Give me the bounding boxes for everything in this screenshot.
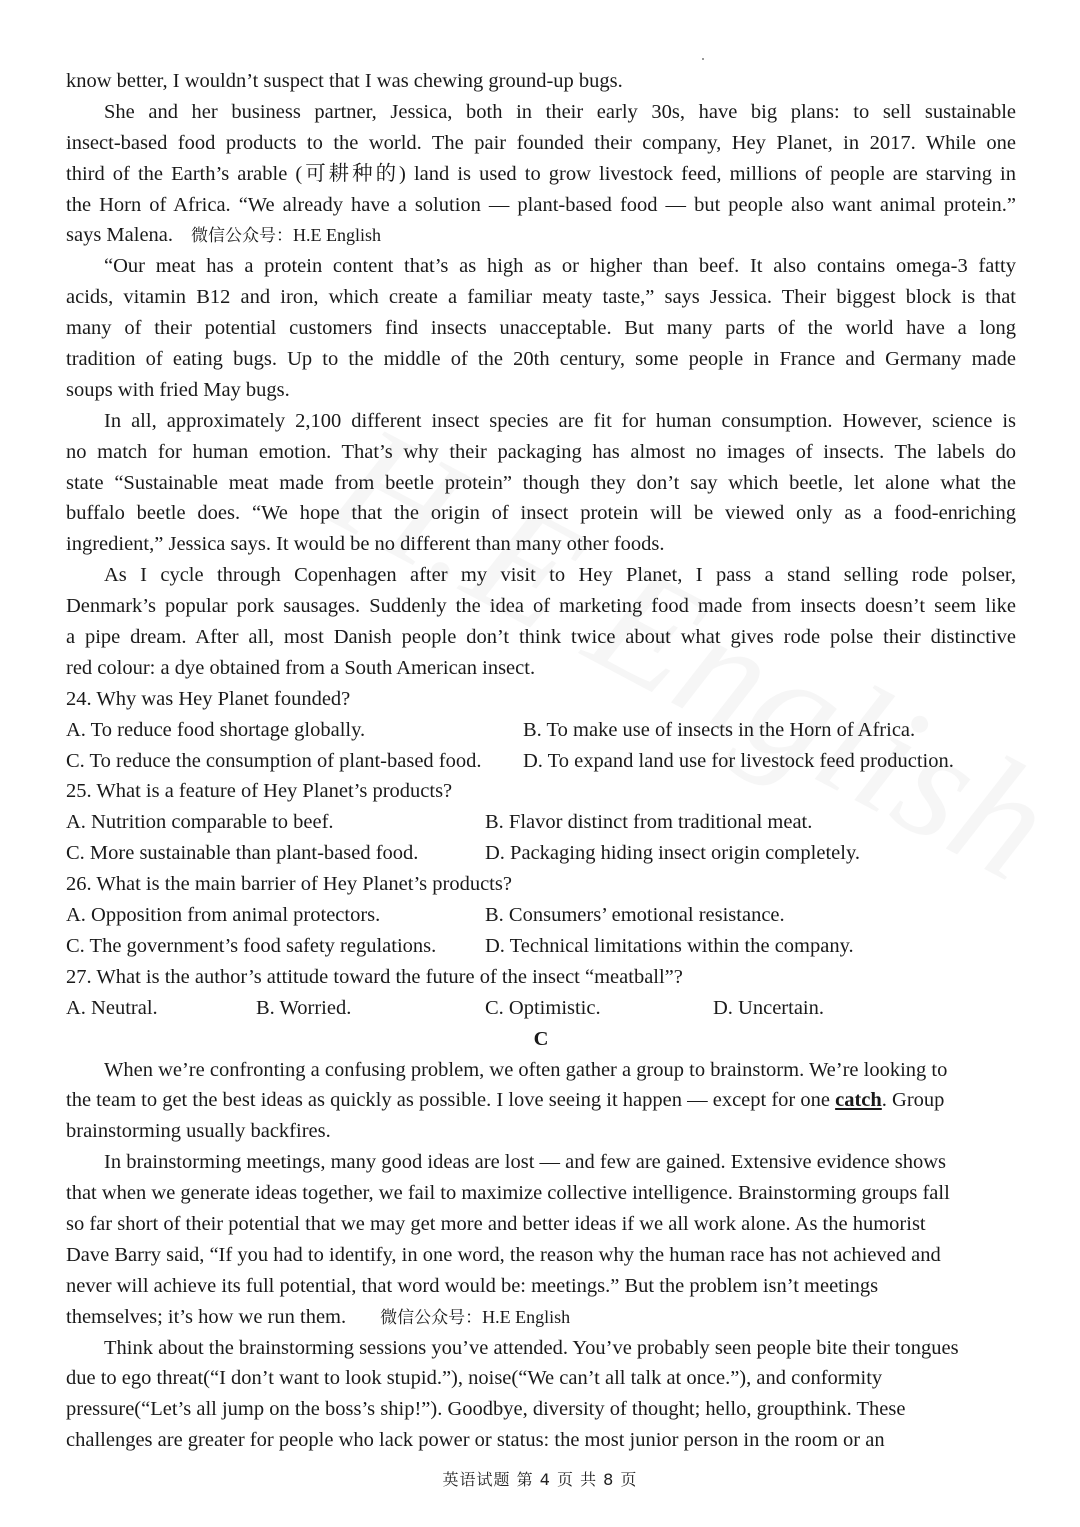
passage-c-text: themselves; it’s how we run them. — [66, 1305, 347, 1328]
passage-b-line: third of the Earth’s arable (可耕种的) land is used to grow livestock feed, millions of people are starving in — [66, 162, 1016, 185]
passage-c-line — [66, 1302, 1016, 1333]
passage-b-line: insect-based food products to the world. The pair founded their company, Hey Planet, in 2017. While one — [66, 131, 1016, 154]
passage-c-line: In brainstorming meetings, many good ideas are lost — and few are gained. Extensive evidence shows — [104, 1151, 946, 1174]
passage-b-line: tradition of eating bugs. Up to the middle of the 20th century, some people in France and Germany made — [66, 348, 1016, 371]
passage-b-line: state “Sustainable meat made from beetle protein” though they don’t say which beetle, let alone what the — [66, 471, 1016, 494]
passage-b-line-text: says Malena. — [66, 224, 174, 247]
option-c: C. More sustainable than plant-based food. — [66, 842, 419, 865]
option-b: B. Flavor distinct from traditional meat. — [485, 811, 813, 834]
wechat-label: 微信公众号： — [380, 1307, 483, 1328]
wechat-account: H.E English — [482, 1306, 571, 1327]
passage-c-line: so far short of their potential that we may get more and better ideas if we all work alone. As the humorist — [66, 1212, 926, 1235]
passage-b-line: In all, approximately 2,100 different insect species are fit for human consumption. However, science is — [104, 409, 1016, 432]
option-c: C. The government’s food safety regulations. — [66, 934, 437, 957]
underlined-word: catch — [835, 1089, 882, 1112]
passage-c-line: pressure(“Let’s all jump on the boss’s ship!”). Goodbye, diversity of thought; hello, groupthink. These — [66, 1398, 906, 1421]
option-row — [66, 900, 1016, 931]
option-a: A. Nutrition comparable to beef. — [66, 811, 334, 834]
section-heading: C — [533, 1027, 549, 1050]
passage-b-line: ingredient,” Jessica says. It would be no different than many other foods. — [66, 533, 665, 556]
passage-c-line: brainstorming usually backfires. — [66, 1120, 331, 1143]
page-footer: 英语试题 第 4 页 共 8 页 — [442, 1470, 638, 1489]
passage-c-line: never will achieve its full potential, that word would be: meetings.” But the problem isn’t meetings — [66, 1274, 879, 1297]
option-c: C. To reduce the consumption of plant-based food. — [66, 749, 482, 772]
passage-b-line: acids, vitamin B12 and iron, which create a familiar meaty taste,” says Jessica. Their biggest block is that — [66, 286, 1016, 309]
option-c: C. Optimistic. — [485, 996, 601, 1019]
passage-b-line: the Horn of Africa. “We already have a solution — plant-based food — but people also want animal protein.” — [66, 193, 1016, 216]
question-stem: 27. What is the author’s attitude toward the future of the insect “meatball”? — [66, 965, 683, 988]
option-a: A. Opposition from animal protectors. — [66, 904, 381, 927]
passage-c-line: Dave Barry said, “If you had to identify, in one word, the reason why the human race has not achieved and — [66, 1243, 941, 1266]
option-row — [66, 807, 1016, 838]
option-d: D. Technical limitations within the company. — [485, 934, 854, 957]
option-row — [66, 838, 1016, 869]
passage-b-line: red colour: a dye obtained from a South American insect. — [66, 656, 536, 679]
option-b: B. Consumers’ emotional resistance. — [485, 904, 785, 927]
option-row — [66, 715, 1016, 746]
passage-b-line: She and her business partner, Jessica, both in their early 30s, have big plans: to sell sustainable — [104, 100, 1016, 123]
passage-b-line: know better, I wouldn’t suspect that I was chewing ground-up bugs. — [66, 70, 623, 92]
option-row — [66, 746, 1016, 777]
passage-c-line: When we’re confronting a confusing problem, we often gather a group to brainstorm. We’re looking to — [104, 1058, 948, 1081]
option-a: A. To reduce food shortage globally. — [66, 718, 366, 741]
passage-c-line: Think about the brainstorming sessions you’ve attended. You’ve probably seen people bite their tongues — [104, 1336, 959, 1359]
question-stem: 25. What is a feature of Hey Planet’s products? — [66, 780, 453, 803]
passage-c-line: that when we generate ideas together, we fail to maximize collective intelligence. Brainstorming groups fall — [66, 1182, 950, 1205]
passage-b-line: As I cycle through Copenhagen after my visit to Hey Planet, I pass a stand selling rode polser, — [104, 564, 1016, 587]
question-stem: 24. Why was Hey Planet founded? — [66, 687, 351, 710]
scan-speck — [702, 58, 704, 60]
passage-b-line: soups with fried May bugs. — [66, 378, 290, 401]
passage-c-line: due to ego threat(“I don’t want to look stupid.”), noise(“We can’t all talk at once.”), and conformity — [66, 1367, 883, 1390]
option-b: B. To make use of insects in the Horn of Africa. — [523, 718, 916, 741]
option-d: D. To expand land use for livestock feed production. — [523, 749, 954, 772]
option-d: D. Packaging hiding insect origin completely. — [485, 842, 860, 865]
option-a: A. Neutral. — [66, 996, 158, 1019]
passage-c-text: . Group — [881, 1089, 945, 1112]
passage-c-text: the team to get the best ideas as quickly as possible. I love seeing it happen — except for one — [66, 1089, 836, 1112]
option-b: B. Worried. — [256, 996, 352, 1019]
passage-b-line: “Our meat has a protein content that’s as high as or higher than beef. It also contains omega-3 fatty — [104, 255, 1016, 278]
passage-c-line: challenges are greater for people who lack power or status: the most junior person in the room or an — [66, 1429, 885, 1452]
option-row — [66, 931, 1016, 962]
passage-b-line: a pipe dream. After all, most Danish people don’t think twice about what gives rode polse their distinctive — [66, 626, 1016, 649]
passage-b-line: buffalo beetle does. “We hope that the origin of insect protein will be viewed only as a food-enriching — [66, 502, 1016, 525]
wechat-tag — [191, 226, 381, 246]
passage-b-line: Denmark’s popular pork sausages. Suddenly the idea of marketing food made from insects doesn’t seem like — [66, 595, 1016, 618]
question-stem: 26. What is the main barrier of Hey Planet’s products? — [66, 873, 512, 896]
exam-page — [66, 66, 1016, 1456]
passage-b-line: many of their potential customers find insects unacceptable. But many parts of the world have a long — [66, 317, 1016, 340]
wechat-account: H.E English — [293, 225, 382, 246]
passage-c-line — [66, 1085, 1016, 1116]
passage-b-line: no match for human emotion. That’s why their packaging has almost no images of insects. The labels do — [66, 440, 1016, 463]
option-d: D. Uncertain. — [713, 996, 824, 1019]
option-row — [66, 993, 1016, 1024]
wechat-tag — [380, 1308, 570, 1328]
passage-b-line — [66, 220, 1016, 251]
wechat-label: 微信公众号： — [191, 226, 294, 247]
